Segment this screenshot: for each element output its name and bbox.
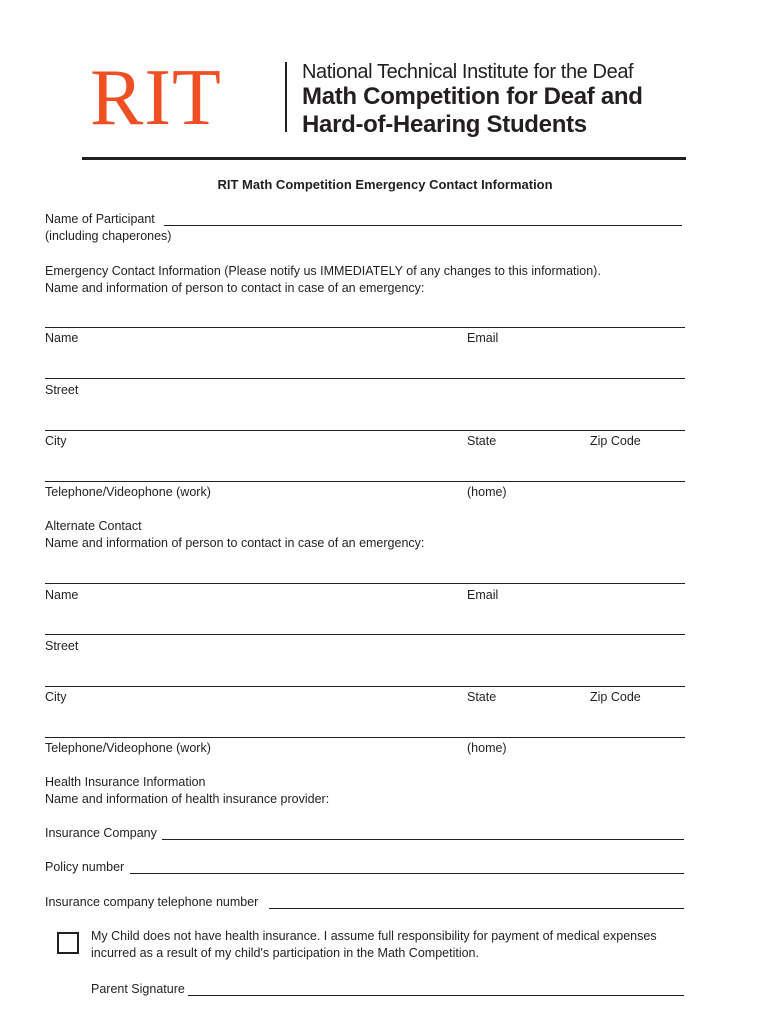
alternate-name-label: Name [45,588,79,602]
policy-number-field[interactable] [130,873,684,874]
primary-email-label: Email [467,331,499,345]
participant-name-field[interactable] [164,225,682,226]
competition-title-line1: Math Competition for Deaf and [302,83,643,110]
primary-zip-label: Zip Code [590,434,641,448]
primary-home-label: (home) [467,485,507,499]
insurance-heading: Health Insurance Information [45,775,206,789]
alternate-heading: Alternate Contact [45,519,142,533]
waiver-text-line1: My Child does not have health insurance. I assume full responsibility for payment of medical expenses [91,929,657,943]
primary-street-label: Street [45,383,79,397]
alternate-city-label: City [45,690,67,704]
alternate-street-field[interactable] [45,634,685,635]
no-insurance-checkbox[interactable] [57,932,79,954]
institute-name: National Technical Institute for the Deaf [302,61,634,83]
insurance-phone-label: Insurance company telephone number [45,895,259,909]
alternate-city-field[interactable] [45,686,685,687]
participant-note: (including chaperones) [45,229,172,243]
primary-street-field[interactable] [45,378,685,379]
header-rule [82,157,686,160]
primary-name-label: Name [45,331,79,345]
alternate-telephone-label: Telephone/Videophone (work) [45,741,211,755]
primary-city-label: City [45,434,67,448]
alternate-phone-field[interactable] [45,737,685,738]
participant-label: Name of Participant [45,212,155,226]
parent-signature-label: Parent Signature [91,982,185,996]
emergency-intro-sub: Name and information of person to contact in case of an emergency: [45,281,425,295]
primary-name-email-field[interactable] [45,327,685,328]
waiver-text-line2: incurred as a result of my child's participation in the Math Competition. [91,946,479,960]
parent-signature-field[interactable] [188,995,684,996]
policy-number-label: Policy number [45,860,125,874]
alternate-name-email-field[interactable] [45,583,685,584]
insurance-company-label: Insurance Company [45,826,157,840]
alternate-street-label: Street [45,639,79,653]
insurance-intro: Name and information of health insurance provider: [45,792,330,806]
form-title: RIT Math Competition Emergency Contact Information [217,177,553,192]
insurance-company-field[interactable] [162,839,684,840]
competition-title-line2: Hard-of-Hearing Students [302,111,587,138]
primary-phone-field[interactable] [45,481,685,482]
primary-telephone-label: Telephone/Videophone (work) [45,485,211,499]
alternate-state-label: State [467,690,497,704]
emergency-intro: Emergency Contact Information (Please notify us IMMEDIATELY of any changes to this information). [45,264,601,278]
alternate-intro: Name and information of person to contact in case of an emergency: [45,536,425,550]
rit-logo: RIT [90,54,222,142]
alternate-zip-label: Zip Code [590,690,641,704]
alternate-email-label: Email [467,588,499,602]
primary-state-label: State [467,434,497,448]
insurance-phone-field[interactable] [269,908,684,909]
logo-divider [285,62,287,132]
primary-city-field[interactable] [45,430,685,431]
alternate-home-label: (home) [467,741,507,755]
